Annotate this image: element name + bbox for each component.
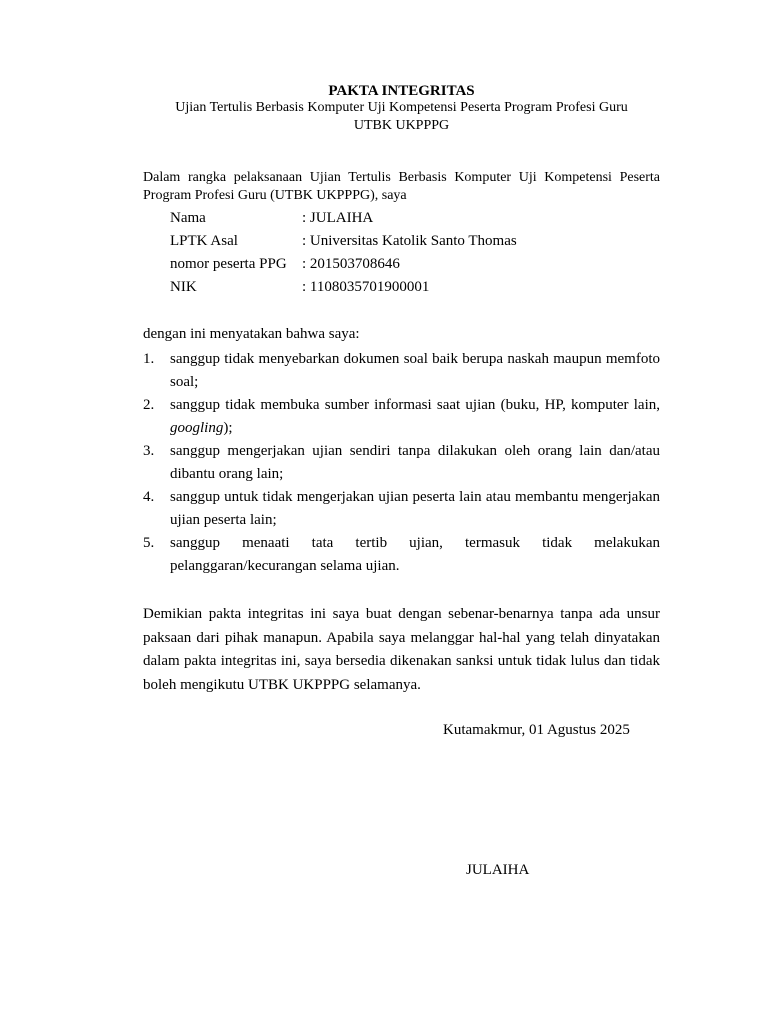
list-item-text: sanggup menaati tata tertib ujian, termasuk tidak melakukan xyxy=(170,535,660,551)
field-label: nomor peserta PPG xyxy=(170,256,287,272)
field-value: : 201503708646 xyxy=(302,256,400,272)
field-lptk xyxy=(170,231,517,251)
field-label: LPTK Asal xyxy=(170,233,238,249)
document-title: PAKTA INTEGRITAS xyxy=(328,83,475,99)
list-item xyxy=(143,348,660,394)
field-value: : Universitas Katolik Santo Thomas xyxy=(302,233,517,249)
list-item-text: sanggup tidak membuka sumber informasi saat ujian (buku, HP, komputer lain, xyxy=(170,397,660,413)
closing-paragraph: Demikian pakta integritas ini saya buat dengan sebenar-benarnya tanpa ada unsur paksaan dari pihak manapun. Apabila saya melanggar hal-hal yang telah dinyatakan dalam pakta integritas ini, saya bersedia dikenakan sanksi untuk tidak lulus dan tidak boleh mengikutu UTBK UKPPPG selamanya. xyxy=(143,606,660,693)
list-item-text-end: ); xyxy=(223,420,233,436)
field-participant-number xyxy=(170,254,400,274)
document-subtitle-line2: UTBK UKPPPG xyxy=(353,118,450,133)
statement-line: dengan ini menyatakan bahwa saya: xyxy=(143,326,360,342)
list-item-text-continued: pelanggaran/kecurangan selama ujian. xyxy=(170,558,400,574)
list-item xyxy=(143,440,660,486)
list-item-text: sanggup tidak menyebarkan dokumen soal baik berupa naskah maupun memfoto soal; xyxy=(170,351,660,390)
place-date: Kutamakmur, 01 Agustus 2025 xyxy=(443,722,630,738)
field-label: NIK xyxy=(170,279,197,295)
list-item xyxy=(143,532,660,578)
intro-paragraph: Dalam rangka pelaksanaan Ujian Tertulis Berbasis Komputer Uji Kompetensi Peserta Program Profesi Guru (UTBK UKPPPG), saya xyxy=(143,170,660,203)
list-number: 1. xyxy=(143,351,155,367)
list-number: 3. xyxy=(143,443,155,459)
commitment-list xyxy=(143,348,660,578)
list-item-italic-text: googling xyxy=(170,420,224,436)
list-number: 5. xyxy=(143,535,155,551)
list-item-text: sanggup mengerjakan ujian sendiri tanpa dilakukan oleh orang lain dan/atau dibantu orang lain; xyxy=(170,443,660,482)
list-number: 4. xyxy=(143,489,155,505)
list-item xyxy=(143,486,660,532)
field-nik xyxy=(170,277,429,297)
signer-name: JULAIHA xyxy=(466,862,530,878)
list-number: 2. xyxy=(143,397,155,413)
field-name xyxy=(170,208,373,228)
field-value: : JULAIHA xyxy=(302,210,374,226)
field-value: : 1108035701900001 xyxy=(302,279,430,295)
field-label: Nama xyxy=(170,210,206,226)
list-item-text: sanggup untuk tidak mengerjakan ujian peserta lain atau membantu mengerjakan ujian peserta lain; xyxy=(170,489,660,528)
document-subtitle-line1: Ujian Tertulis Berbasis Komputer Uji Kompetensi Peserta Program Profesi Guru xyxy=(175,100,628,115)
list-item xyxy=(143,394,660,440)
